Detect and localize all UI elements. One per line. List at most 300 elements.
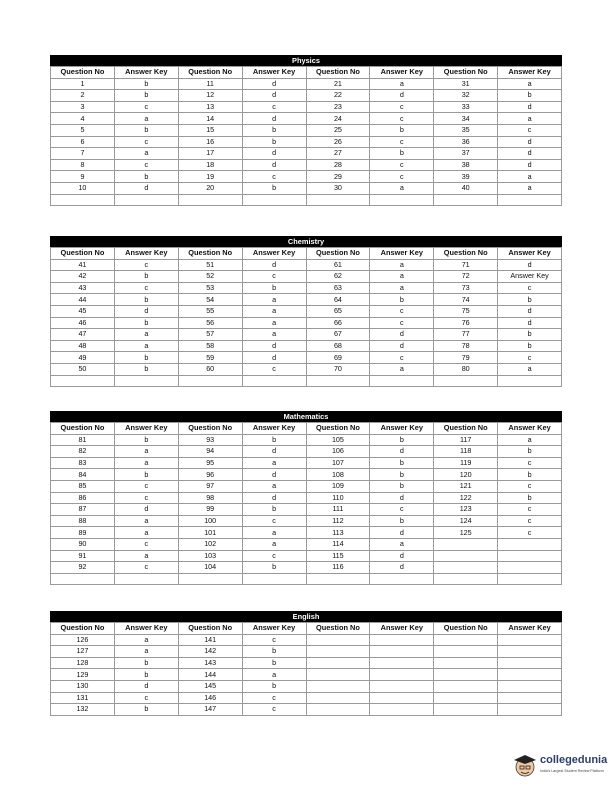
question-number-cell: 144 [178,669,242,681]
question-number-cell: 89 [51,527,115,539]
question-number-cell: 146 [178,692,242,704]
answer-key-cell: a [242,294,306,306]
answer-key-cell [242,375,306,387]
table-row [51,363,562,375]
question-number-cell: 11 [178,78,242,90]
column-header: Answer Key [370,623,434,635]
answer-key-cell: b [498,446,562,458]
header-row [51,248,562,260]
table-row [51,469,562,481]
logo-tagline: India's Largest Student Review Platform [540,769,604,773]
answer-key-cell: b [242,182,306,194]
answer-key-cell: a [370,271,434,283]
answer-key-cell: a [242,480,306,492]
column-header: Question No [306,67,370,79]
question-number-cell [434,562,498,574]
column-header: Question No [178,623,242,635]
question-number-cell: 25 [306,124,370,136]
section-title: Mathematics [50,411,562,422]
question-number-cell: 86 [51,492,115,504]
question-number-cell: 55 [178,305,242,317]
question-number-cell: 3 [51,101,115,113]
question-number-cell: 124 [434,515,498,527]
table-row [51,538,562,550]
question-number-cell: 48 [51,340,115,352]
question-number-cell: 53 [178,282,242,294]
question-number-cell: 130 [51,680,115,692]
answer-key-cell: c [114,159,178,171]
answer-key-cell: a [114,340,178,352]
table-row [51,329,562,341]
question-number-cell: 39 [434,171,498,183]
answer-key-cell: c [114,480,178,492]
answer-key-cell: a [114,527,178,539]
answer-key-cell [498,538,562,550]
question-number-cell [178,375,242,387]
table-row [51,634,562,646]
table-row [51,434,562,446]
answer-key-cell: d [498,317,562,329]
answer-key-cell: d [370,90,434,102]
question-number-cell [306,704,370,716]
question-number-cell: 51 [178,259,242,271]
answer-key-cell: c [370,305,434,317]
question-number-cell: 72 [434,271,498,283]
table-row [51,492,562,504]
answer-key-cell: a [370,363,434,375]
answer-key-cell: a [498,113,562,125]
question-number-cell: 54 [178,294,242,306]
question-number-cell: 50 [51,363,115,375]
answer-key-cell: d [242,78,306,90]
question-number-cell: 132 [51,704,115,716]
answer-key-cell: a [114,457,178,469]
question-number-cell: 121 [434,480,498,492]
question-number-cell [434,194,498,206]
answer-key-cell: c [498,352,562,364]
column-header: Answer Key [242,248,306,260]
column-header: Answer Key [498,423,562,435]
question-number-cell: 38 [434,159,498,171]
answer-key-cell: d [242,148,306,160]
column-header: Question No [306,248,370,260]
answer-key-cell: d [370,329,434,341]
english-section [50,611,562,716]
answer-key-cell: c [242,704,306,716]
answer-key-cell: b [370,294,434,306]
answer-table [50,66,562,206]
question-number-cell: 61 [306,259,370,271]
column-header: Question No [51,248,115,260]
question-number-cell: 93 [178,434,242,446]
table-row [51,271,562,283]
table-row [51,504,562,516]
answer-key-cell [370,669,434,681]
column-header: Answer Key [370,248,434,260]
question-number-cell: 87 [51,504,115,516]
answer-key-cell: b [498,329,562,341]
physics-section [50,55,562,206]
question-number-cell: 7 [51,148,115,160]
answer-key-cell: b [114,657,178,669]
answer-key-cell [498,573,562,585]
question-number-cell [178,194,242,206]
table-row [51,194,562,206]
answer-key-cell: c [242,515,306,527]
question-number-cell: 107 [306,457,370,469]
answer-key-cell: b [114,317,178,329]
answer-key-cell: b [242,562,306,574]
question-number-cell: 103 [178,550,242,562]
answer-key-cell [370,692,434,704]
answer-key-cell: c [114,492,178,504]
answer-key-cell [498,194,562,206]
answer-key-cell: a [498,78,562,90]
question-number-cell [51,573,115,585]
question-number-cell: 33 [434,101,498,113]
question-number-cell: 76 [434,317,498,329]
answer-key-cell: d [498,136,562,148]
question-number-cell: 116 [306,562,370,574]
answer-key-cell: d [242,259,306,271]
answer-key-cell: c [114,136,178,148]
question-number-cell: 111 [306,504,370,516]
question-number-cell: 44 [51,294,115,306]
table-row [51,78,562,90]
question-number-cell: 143 [178,657,242,669]
question-number-cell [434,573,498,585]
question-number-cell: 62 [306,271,370,283]
answer-key-cell: d [114,305,178,317]
answer-key-cell: c [242,271,306,283]
answer-key-cell: c [114,101,178,113]
answer-key-cell: a [370,182,434,194]
answer-key-cell: d [498,159,562,171]
question-number-cell: 84 [51,469,115,481]
answer-key-cell: c [114,259,178,271]
answer-key-cell [370,704,434,716]
answer-key-cell: b [114,469,178,481]
table-row [51,375,562,387]
question-number-cell: 65 [306,305,370,317]
question-number-cell: 12 [178,90,242,102]
answer-key-cell: a [114,646,178,658]
answer-key-cell: c [498,124,562,136]
question-number-cell: 20 [178,182,242,194]
logo-wordmark: collegedunia [540,754,608,766]
question-number-cell [434,375,498,387]
mathematics-section [50,411,562,585]
answer-key-cell: b [498,492,562,504]
question-number-cell: 128 [51,657,115,669]
table-row [51,159,562,171]
question-number-cell [434,634,498,646]
column-header: Answer Key [498,623,562,635]
answer-key-cell [242,194,306,206]
column-header: Question No [434,423,498,435]
answer-key-cell: a [242,329,306,341]
answer-key-cell: b [242,282,306,294]
table-row [51,136,562,148]
answer-key-cell: a [370,538,434,550]
question-number-cell: 32 [434,90,498,102]
question-number-cell: 126 [51,634,115,646]
answer-key-cell: a [114,148,178,160]
answer-key-cell: c [498,515,562,527]
question-number-cell: 95 [178,457,242,469]
answer-key-cell: c [370,159,434,171]
question-number-cell: 98 [178,492,242,504]
question-number-cell: 63 [306,282,370,294]
question-number-cell: 28 [306,159,370,171]
answer-key-cell: c [370,504,434,516]
answer-key-cell [370,680,434,692]
answer-key-cell: a [114,515,178,527]
column-header: Question No [51,623,115,635]
answer-key-cell: b [242,646,306,658]
question-number-cell: 60 [178,363,242,375]
question-number-cell [434,669,498,681]
answer-key-cell [370,194,434,206]
answer-key-cell: a [370,282,434,294]
table-row [51,550,562,562]
answer-key-cell: b [114,294,178,306]
question-number-cell: 13 [178,101,242,113]
question-number-cell [306,692,370,704]
answer-key-cell: d [242,159,306,171]
answer-key-cell: b [498,469,562,481]
column-header: Answer Key [370,67,434,79]
question-number-cell: 141 [178,634,242,646]
chemistry-section [50,236,562,387]
answer-key-cell: c [370,136,434,148]
answer-key-cell: d [242,352,306,364]
answer-key-cell: c [370,352,434,364]
question-number-cell: 57 [178,329,242,341]
answer-key-cell [498,550,562,562]
question-number-cell: 30 [306,182,370,194]
answer-key-cell: c [242,363,306,375]
question-number-cell: 1 [51,78,115,90]
answer-key-cell: c [498,457,562,469]
section-title: Chemistry [50,236,562,247]
column-header: Question No [434,248,498,260]
answer-key-cell: a [114,113,178,125]
question-number-cell [434,680,498,692]
column-header: Answer Key [498,248,562,260]
answer-key-cell: a [498,363,562,375]
question-number-cell [306,680,370,692]
question-number-cell: 96 [178,469,242,481]
table-row [51,101,562,113]
table-row [51,480,562,492]
question-number-cell: 125 [434,527,498,539]
graduate-mascot-icon [512,752,538,780]
section-title: Physics [50,55,562,66]
answer-key-cell: b [370,434,434,446]
question-number-cell: 66 [306,317,370,329]
collegedunia-logo [512,752,608,782]
question-number-cell: 4 [51,113,115,125]
answer-key-cell: d [370,340,434,352]
question-number-cell: 145 [178,680,242,692]
answer-key-cell [498,634,562,646]
answer-key-cell: b [498,294,562,306]
question-number-cell [51,194,115,206]
question-number-cell: 78 [434,340,498,352]
answer-key-cell: a [498,182,562,194]
answer-key-cell: c [242,634,306,646]
question-number-cell: 88 [51,515,115,527]
question-number-cell [51,375,115,387]
question-number-cell: 37 [434,148,498,160]
question-number-cell [434,646,498,658]
column-header: Question No [178,423,242,435]
column-header: Question No [434,67,498,79]
question-number-cell: 8 [51,159,115,171]
answer-key-cell: b [370,457,434,469]
answer-key-cell: c [498,282,562,294]
answer-key-cell: d [114,504,178,516]
answer-key-cell: a [370,259,434,271]
answer-key-cell: c [370,101,434,113]
answer-key-cell: d [498,148,562,160]
question-number-cell: 22 [306,90,370,102]
table-row [51,171,562,183]
answer-key-cell [370,375,434,387]
question-number-cell: 68 [306,340,370,352]
answer-key-cell: b [114,90,178,102]
section-title: English [50,611,562,622]
question-number-cell: 67 [306,329,370,341]
answer-key-cell: a [242,457,306,469]
column-header: Answer Key [370,423,434,435]
question-number-cell: 91 [51,550,115,562]
question-number-cell: 94 [178,446,242,458]
answer-key-cell [498,680,562,692]
answer-key-cell: c [498,504,562,516]
question-number-cell: 120 [434,469,498,481]
table-row [51,669,562,681]
answer-key-cell: a [242,669,306,681]
table-row [51,646,562,658]
column-header: Question No [51,423,115,435]
answer-key-cell: d [242,492,306,504]
answer-key-cell: d [370,446,434,458]
question-number-cell: 29 [306,171,370,183]
answer-key-cell: Answer Key [498,271,562,283]
question-number-cell: 59 [178,352,242,364]
question-number-cell: 102 [178,538,242,550]
question-number-cell: 45 [51,305,115,317]
answer-key-cell [114,573,178,585]
question-number-cell: 142 [178,646,242,658]
answer-key-cell: b [114,124,178,136]
answer-key-cell: a [370,78,434,90]
answer-key-cell: b [114,669,178,681]
question-number-cell: 47 [51,329,115,341]
question-number-cell: 42 [51,271,115,283]
question-number-cell: 117 [434,434,498,446]
table-row [51,124,562,136]
question-number-cell: 101 [178,527,242,539]
answer-key-cell [498,692,562,704]
table-row [51,446,562,458]
question-number-cell: 5 [51,124,115,136]
question-number-cell: 64 [306,294,370,306]
column-header: Question No [178,248,242,260]
table-row [51,305,562,317]
answer-key-cell: d [370,562,434,574]
answer-key-cell: b [242,434,306,446]
question-number-cell: 80 [434,363,498,375]
answer-key-cell: a [114,329,178,341]
answer-key-cell [114,194,178,206]
answer-key-cell: b [370,148,434,160]
question-number-cell: 70 [306,363,370,375]
answer-key-cell: d [498,305,562,317]
question-number-cell: 40 [434,182,498,194]
question-number-cell: 24 [306,113,370,125]
answer-key-cell [498,669,562,681]
question-number-cell: 85 [51,480,115,492]
question-number-cell: 73 [434,282,498,294]
answer-key-cell: d [242,469,306,481]
answer-key-cell [498,375,562,387]
table-row [51,90,562,102]
question-number-cell: 74 [434,294,498,306]
answer-key-cell: a [242,305,306,317]
table-row [51,352,562,364]
question-number-cell [306,657,370,669]
answer-key-cell [242,573,306,585]
header-row [51,623,562,635]
answer-key-cell: a [242,527,306,539]
table-row [51,457,562,469]
answer-key-cell: c [242,101,306,113]
question-number-cell: 77 [434,329,498,341]
question-number-cell: 16 [178,136,242,148]
column-header: Question No [306,423,370,435]
answer-key-cell: b [114,271,178,283]
answer-key-cell: d [498,259,562,271]
answer-key-cell: c [114,692,178,704]
answer-key-cell: d [370,527,434,539]
question-number-cell: 106 [306,446,370,458]
question-number-cell: 92 [51,562,115,574]
question-number-cell: 14 [178,113,242,125]
answer-key-cell: d [242,90,306,102]
answer-key-cell: d [242,340,306,352]
question-number-cell: 27 [306,148,370,160]
question-number-cell: 21 [306,78,370,90]
column-header: Answer Key [242,67,306,79]
column-header: Answer Key [242,623,306,635]
question-number-cell: 122 [434,492,498,504]
answer-key-cell: b [242,504,306,516]
answer-table [50,247,562,387]
answer-key-cell: b [242,657,306,669]
table-row [51,148,562,160]
question-number-cell: 82 [51,446,115,458]
question-number-cell: 114 [306,538,370,550]
table-row [51,515,562,527]
question-number-cell: 118 [434,446,498,458]
answer-key-cell: c [242,550,306,562]
question-number-cell [306,634,370,646]
question-number-cell: 108 [306,469,370,481]
question-number-cell: 131 [51,692,115,704]
